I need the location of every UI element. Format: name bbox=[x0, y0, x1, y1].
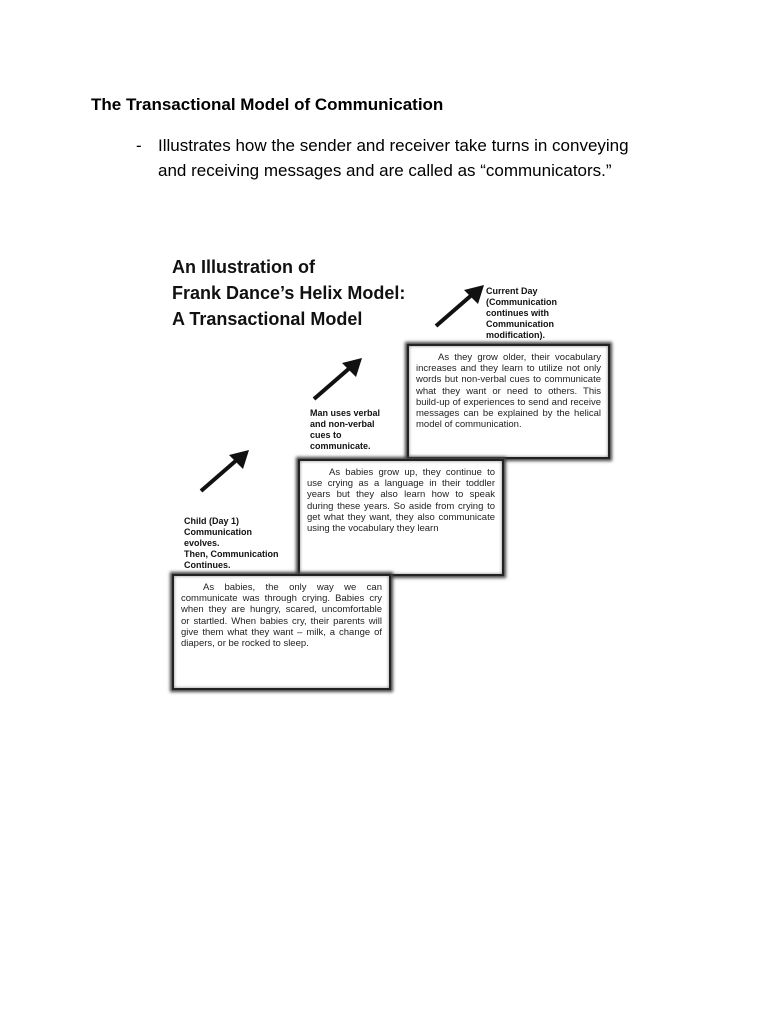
label-current-day-line-5: modification). bbox=[486, 330, 545, 340]
label-child-line-1: Child (Day 1) bbox=[184, 516, 240, 526]
label-child bbox=[184, 516, 279, 571]
label-current-day-line-1: Current Day bbox=[486, 286, 538, 296]
label-child-line-5: Continues. bbox=[184, 560, 231, 570]
figure-title bbox=[172, 254, 405, 332]
box-bottom bbox=[172, 574, 391, 690]
figure-title-line-1: An Illustration of bbox=[172, 257, 315, 277]
label-current-day-line-4: Communication bbox=[486, 319, 555, 329]
label-current-day bbox=[486, 286, 557, 341]
label-current-day-line-3: continues with bbox=[486, 308, 549, 318]
label-man-uses-line-1: Man uses verbal bbox=[310, 408, 381, 418]
arrow-up-right-icon-top bbox=[430, 282, 490, 332]
figure-title-line-2: Frank Dance’s Helix Model: bbox=[172, 283, 406, 303]
label-man-uses-line-2: and non-verbal bbox=[310, 419, 375, 429]
label-man-uses-line-4: communicate. bbox=[310, 441, 371, 451]
box-top bbox=[407, 344, 610, 459]
box-bottom-text: As babies, the only way we can communicate was through crying. Babies cry when they are hungry, scared, uncomfortable or startled. When babies cry, their parents will give them what they want – milk, a change of diapers, or be rocked to sleep. bbox=[181, 582, 382, 650]
label-child-line-2: Communication bbox=[184, 527, 253, 537]
label-man-uses-line-3: cues to bbox=[310, 430, 342, 440]
box-middle bbox=[298, 459, 504, 576]
figure-title-line-3: A Transactional Model bbox=[172, 309, 363, 329]
bullet-line-1: Illustrates how the sender and receiver take turns in conveying bbox=[158, 136, 629, 155]
arrow-up-right-icon-middle bbox=[308, 355, 368, 405]
page-heading: The Transactional Model of Communication bbox=[91, 95, 444, 114]
label-child-line-4: Then, Communication bbox=[184, 549, 279, 559]
bullet-line-2: and receiving messages and are called as “communicators.” bbox=[158, 161, 612, 180]
box-middle-text: As babies grow up, they continue to use crying as a language in their toddler years but they also learn how to speak during these years. So aside from crying to get what they want, they also communicate using the vocabulary they learn bbox=[307, 467, 495, 535]
bullet-dash: - bbox=[136, 136, 142, 155]
label-current-day-line-2: (Communication bbox=[486, 297, 557, 307]
label-child-line-3: evolves. bbox=[184, 538, 220, 548]
box-top-text: As they grow older, their vocabulary increases and they learn to utilize not only words but non-verbal cues to communicate what they want or need to others. This build-up of experiences to send and receive messages can be explained by the helical model of communication. bbox=[416, 352, 601, 431]
label-man-uses bbox=[310, 408, 380, 452]
arrow-up-right-icon-bottom bbox=[195, 447, 255, 497]
